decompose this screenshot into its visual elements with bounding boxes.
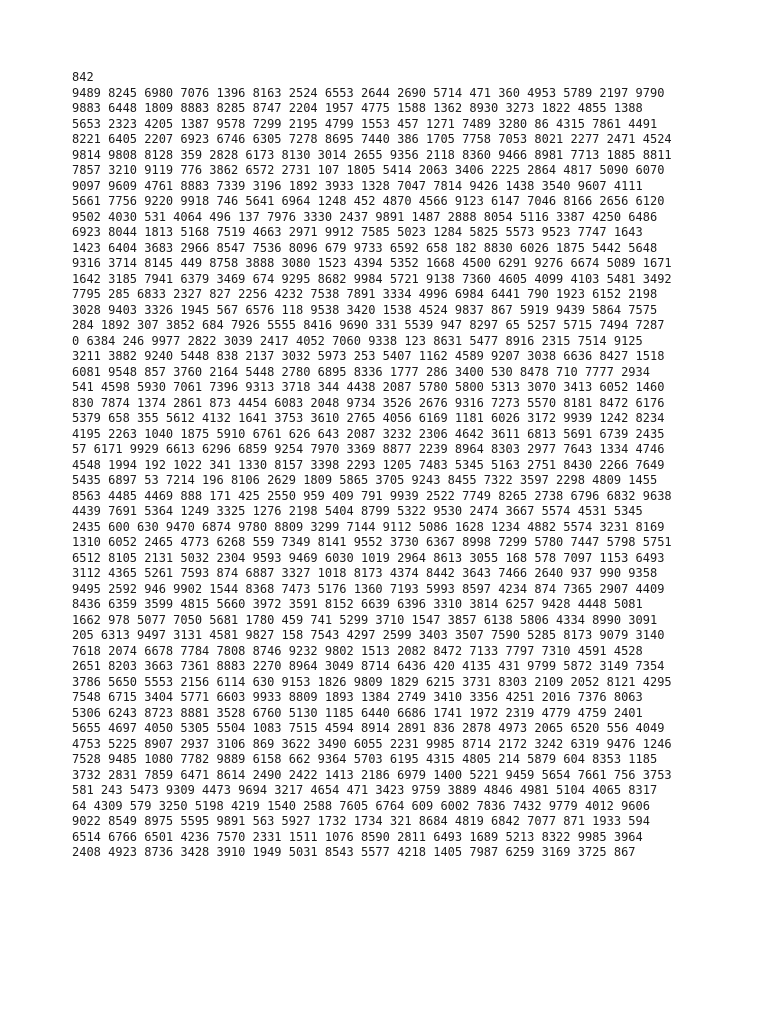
number-line: 9883 6448 1809 8883 8285 8747 2204 1957 4775 1588 1362 8930 3273 1822 4855 1388: [72, 101, 643, 115]
number-line: 6512 8105 2131 5032 2304 9593 9469 6030 1019 2964 8613 3055 168 578 7097 1153 6493: [72, 550, 665, 565]
number-line: 8563 4485 4469 888 171 425 2550 959 409 791 9939 2522 7749 8265 2738 6796 6832 9638: [72, 488, 672, 503]
number-line: 842: [72, 70, 94, 84]
number-line: 4548 1994 192 1022 341 1330 8157 3398 2293 1205 7483 5345 5163 2751 8430 2266 7649: [72, 457, 665, 472]
number-line: 3112 4365 5261 7593 874 6887 3327 1018 8173 4374 8442 3643 7466 2640 937 990 9358: [72, 566, 658, 580]
number-line: 9022 8549 8975 5595 9891 563 5927 1732 1734 321 8684 4819 6842 7077 871 1933 594: [72, 814, 650, 828]
number-line: 5435 6897 53 7214 196 8106 2629 1809 5865 3705 9243 8455 7322 3597 2298 4809 1455: [72, 473, 658, 487]
number-line: 6923 8044 1813 5168 7519 4663 2971 9912 7585 5023 1284 5825 5573 9523 7747 1643: [72, 225, 643, 239]
number-line: 4439 7691 5364 1249 3325 1276 2198 5404 8799 5322 9530 2474 3667 5574 4531 5345: [72, 504, 643, 518]
number-line: 7857 3210 9119 776 3862 6572 2731 107 1805 5414 2063 3406 2225 2864 4817 5090 6070: [72, 163, 665, 177]
number-line: 7548 6715 3404 5771 6603 9933 8809 1893 1384 2749 3410 3356 4251 2016 7376 8063: [72, 690, 643, 704]
number-line: 9495 2592 946 9902 1544 8368 7473 5176 1360 7193 5993 8597 4234 874 7365 2907 4409: [72, 581, 665, 596]
number-line: 1310 6052 2465 4773 6268 559 7349 8141 9552 3730 6367 8998 7299 5780 7447 5798 5751: [72, 535, 672, 549]
number-line: 2408 4923 8736 3428 3910 1949 5031 8543 5577 4218 1405 7987 6259 3169 3725 867: [72, 845, 636, 859]
number-line: 6514 6766 6501 4236 7570 2331 1511 1076 8590 2811 6493 1689 5213 8322 9985 3964: [72, 829, 643, 844]
number-line: 284 1892 307 3852 684 7926 5555 8416 9690 331 5539 947 8297 65 5257 5715 7494 7287: [72, 318, 665, 332]
number-line: 2435 600 630 9470 6874 9780 8809 3299 7144 9112 5086 1628 1234 4882 5574 3231 8169: [72, 519, 665, 534]
number-line: 1662 978 5077 7050 5681 1780 459 741 5299 3710 1547 3857 6138 5806 4334 8990 3091: [72, 612, 658, 627]
number-line: 9502 4030 531 4064 496 137 7976 3330 2437 9891 1487 2888 8054 5116 3387 4250 6486: [72, 209, 658, 224]
number-line: 2651 8203 3663 7361 8883 2270 8964 3049 8714 6436 420 4135 431 9799 5872 3149 7354: [72, 659, 665, 673]
number-line: 830 7874 1374 2861 873 4454 6083 2048 9734 3526 2676 9316 7273 5570 8181 8472 6176: [72, 395, 665, 410]
number-line: 57 6171 9929 6613 6296 6859 9254 7970 3369 8877 2239 8964 8303 2977 7643 1334 4746: [72, 442, 665, 456]
number-line: 3028 9403 3326 1945 567 6576 118 9538 3420 1538 4524 9837 867 5919 9439 5864 7575: [72, 302, 658, 317]
number-line: 3211 3882 9240 5448 838 2137 3032 5973 253 5407 1162 4589 9207 3038 6636 8427 1518: [72, 349, 665, 363]
number-line: 4753 5225 8907 2937 3106 869 3622 3490 6055 2231 9985 8714 2172 3242 6319 9476 1246: [72, 736, 672, 751]
number-line: 8221 6405 2207 6923 6746 6305 7278 8695 7440 386 1705 7758 7053 8021 2277 2471 4524: [72, 132, 672, 146]
number-line: 1642 3185 7941 6379 3469 674 9295 8682 9984 5721 9138 7360 4605 4099 4103 5481 3492: [72, 271, 672, 286]
number-line: 1423 6404 3683 2966 8547 7536 8096 679 9733 6592 658 182 8830 6026 1875 5442 5648: [72, 240, 658, 255]
number-line: 3786 5650 5553 2156 6114 630 9153 1826 9809 1829 6215 3731 8303 2109 2052 8121 4295: [72, 674, 672, 689]
number-line: 7795 285 6833 2327 827 2256 4232 7538 7891 3334 4996 6984 6441 790 1923 6152 2198: [72, 287, 658, 301]
number-line: 9489 8245 6980 7076 1396 8163 2524 6553 2644 2690 5714 471 360 4953 5789 2197 9790: [72, 85, 665, 100]
number-line: 9814 9808 8128 359 2828 6173 8130 3014 2655 9356 2118 8360 9466 8981 7713 1885 8811: [72, 147, 672, 162]
number-line: 5379 658 355 5612 4132 1641 3753 3610 2765 4056 6169 1181 6026 3172 9939 1242 8234: [72, 411, 665, 425]
number-line: 541 4598 5930 7061 7396 9313 3718 344 4438 2087 5780 5800 5313 3070 3413 6052 1460: [72, 380, 665, 394]
number-line: 7618 2074 6678 7784 7808 8746 9232 9802 1513 2082 8472 7133 7797 7310 4591 4528: [72, 643, 643, 658]
number-line: 5661 7756 9220 9918 746 5641 6964 1248 452 4870 4566 9123 6147 7046 8166 2656 6120: [72, 194, 665, 208]
number-line: 9316 3714 8145 449 8758 3888 3080 1523 4394 5352 1668 4500 6291 9276 6674 5089 1671: [72, 256, 672, 270]
number-line: 64 4309 579 3250 5198 4219 1540 2588 7605 6764 609 6002 7836 7432 9779 4012 9606: [72, 798, 650, 813]
document-page: [72, 70, 752, 861]
number-line: 8436 6359 3599 4815 5660 3972 3591 8152 6639 6396 3310 3814 6257 9428 4448 5081: [72, 597, 643, 611]
number-line: 0 6384 246 9977 2822 3039 2417 4052 7060 9338 123 8631 5477 8916 2315 7514 9125: [72, 333, 643, 348]
number-line: 5655 4697 4050 5305 5504 1083 7515 4594 8914 2891 836 2878 4973 2065 6520 556 4049: [72, 721, 665, 735]
number-line: 5306 6243 8723 8881 3528 6760 5130 1185 6440 6686 1741 1972 2319 4779 4759 2401: [72, 705, 643, 720]
number-line: 6081 9548 857 3760 2164 5448 2780 6895 8336 1777 286 3400 530 8478 710 7777 2934: [72, 364, 650, 379]
number-line: 581 243 5473 9309 4473 9694 3217 4654 471 3423 9759 3889 4846 4981 5104 4065 8317: [72, 783, 658, 797]
number-line: 205 6313 9497 3131 4581 9827 158 7543 4297 2599 3403 3507 7590 5285 8173 9079 3140: [72, 628, 665, 642]
number-line: 9097 9609 4761 8883 7339 3196 1892 3933 1328 7047 7814 9426 1438 3540 9607 4111: [72, 178, 643, 193]
number-line: 7528 9485 1080 7782 9889 6158 662 9364 5703 6195 4315 4805 214 5879 604 8353 1185: [72, 752, 658, 766]
number-line: 3732 2831 7859 6471 8614 2490 2422 1413 2186 6979 1400 5221 9459 5654 7661 756 3753: [72, 767, 672, 782]
number-line: 4195 2263 1040 1875 5910 6761 626 643 2087 3232 2306 4642 3611 6813 5691 6739 2435: [72, 426, 665, 441]
number-line: 5653 2323 4205 1387 9578 7299 2195 4799 1553 457 1271 7489 3280 86 4315 7861 4491: [72, 116, 658, 131]
